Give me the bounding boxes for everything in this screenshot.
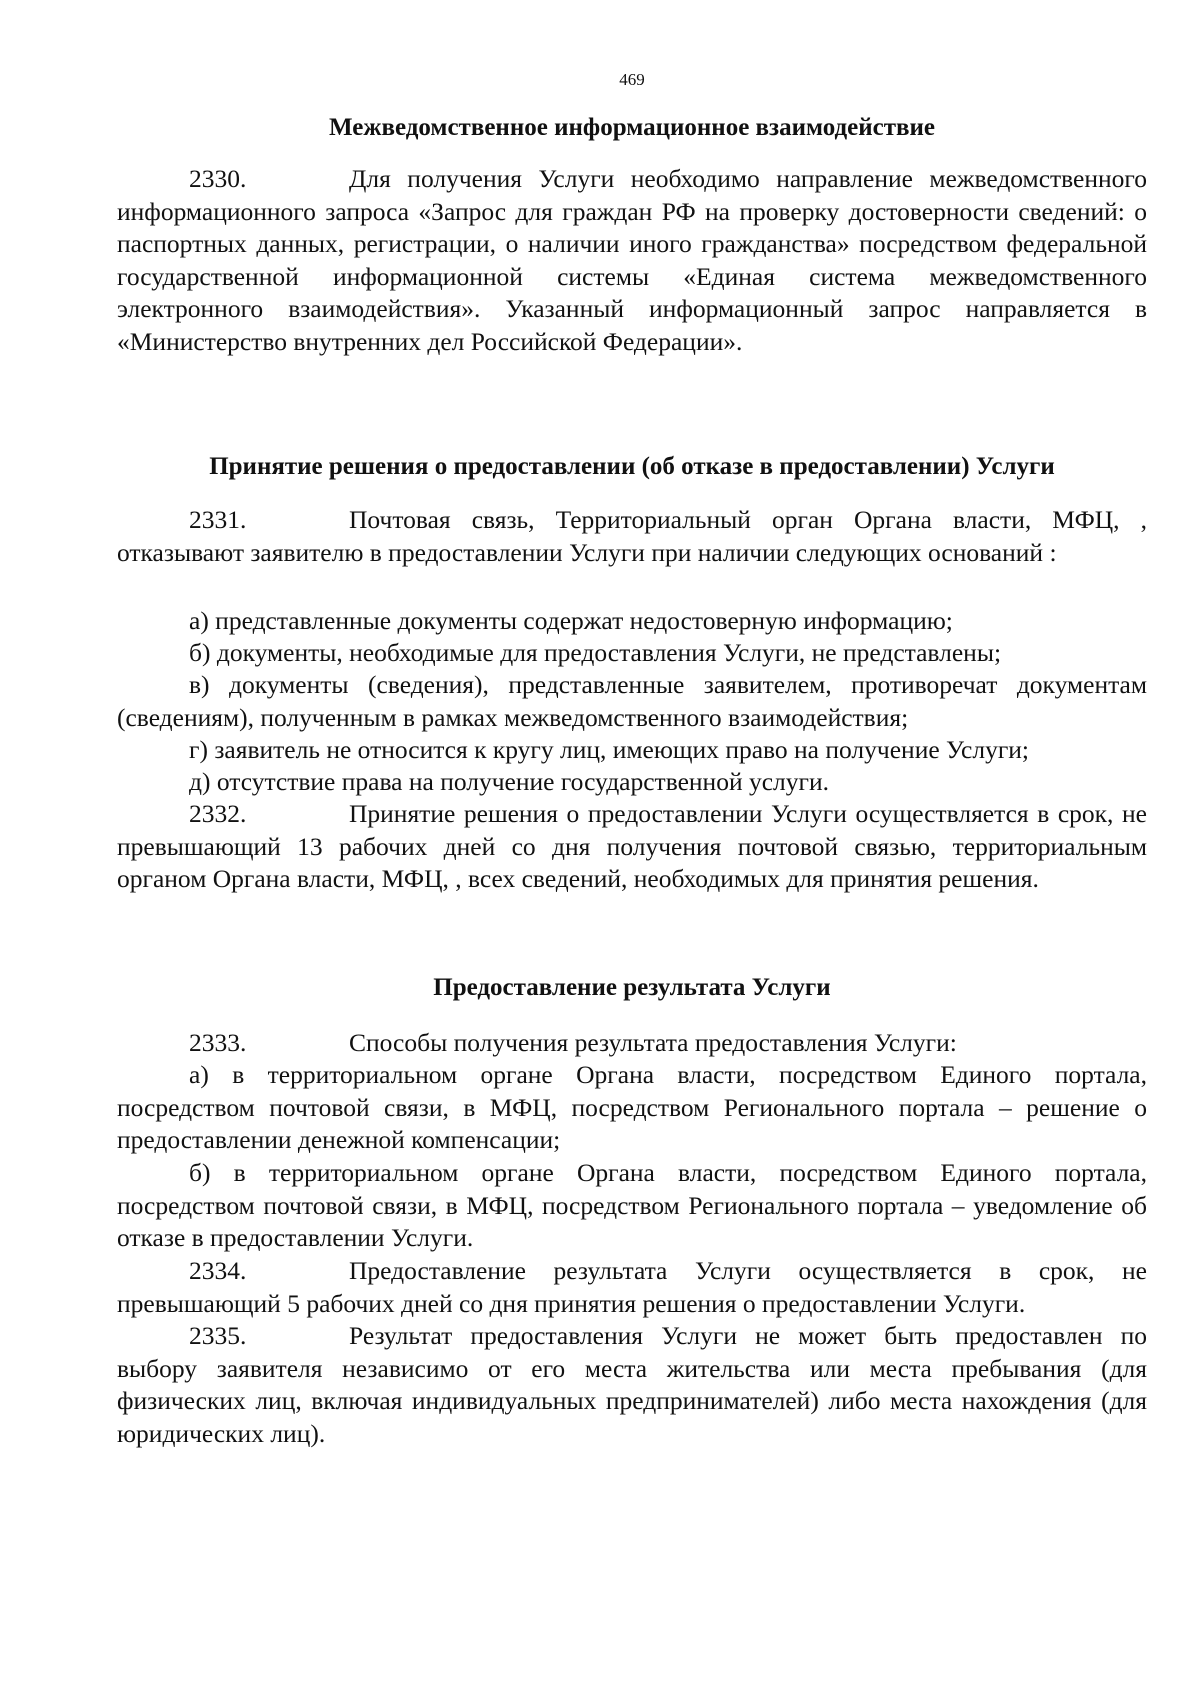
- paragraph-number: 2331.: [189, 505, 247, 534]
- paragraph-number: 2334.: [189, 1256, 247, 1285]
- list-item-a-result: а) в территориальном органе Органа власти, посредством Единого портала, посредством почтовой связи, в МФЦ, посредством Регионального портала – решение о предоставлении денежной компенсации;: [117, 1060, 1147, 1154]
- paragraph-2333: [117, 1027, 1147, 1060]
- paragraph-2334: [117, 1255, 1147, 1320]
- paragraph-number: 2333.: [189, 1028, 247, 1057]
- paragraph-2332: [117, 798, 1147, 896]
- list-item-b-result: б) в территориальном органе Органа власти, посредством Единого портала, посредством почтовой связи, в МФЦ, посредством Регионального портала – уведомление об отказе в предоставлении Услуги.: [117, 1158, 1147, 1252]
- paragraph-number: 2335.: [189, 1321, 247, 1350]
- paragraph-text: Предоставление результата Услуги осуществляется в срок, не превышающий 5 рабочих дней со дня принятия решения о предоставлении Услуги.: [117, 1256, 1147, 1318]
- paragraph-text: Способы получения результата предоставления Услуги:: [349, 1028, 957, 1057]
- paragraph-text: Результат предоставления Услуги не может быть предоставлен по выбору заявителя независимо от его места жительства или места пребывания (для физических лиц, включая индивидуальных предпринимателей) либо места нахождения (для юридических лиц).: [117, 1321, 1147, 1448]
- list-item-e: д) отсутствие права на получение государственной услуги.: [189, 767, 829, 796]
- page-number: 469: [619, 70, 645, 89]
- section-heading-decision: Принятие решения о предоставлении (об отказе в предоставлении) Услуги: [209, 453, 1055, 480]
- paragraph-text: Для получения Услуги необходимо направление межведомственного информационного запроса «Запрос для граждан РФ на проверку достоверности сведений: о паспортных данных, регистрации, о наличии иного гражданства» посредством федеральной государственной информационной системы «Единая система межведомственного электронного взаимодействия». Указанный информационный запрос направляется в «Министерство внутренних дел Российской Федерации».: [117, 164, 1147, 356]
- list-item-c: в) документы (сведения), представленные заявителем, противоречат документам (сведениям), полученным в рамках межведомственного взаимодействия;: [117, 670, 1147, 732]
- paragraph-text: Почтовая связь, Территориальный орган Органа власти, МФЦ, , отказывают заявителю в предоставлении Услуги при наличии следующих оснований :: [117, 505, 1147, 567]
- paragraph-number: 2330.: [189, 164, 247, 193]
- list-item-a: а) представленные документы содержат недостоверную информацию;: [189, 606, 953, 635]
- paragraph-2330: [117, 163, 1147, 358]
- list-item-b: б) документы, необходимые для предоставления Услуги, не представлены;: [189, 638, 1002, 667]
- paragraph-number: 2332.: [189, 799, 247, 828]
- paragraph-2331: [117, 504, 1147, 569]
- paragraph-text: Принятие решения о предоставлении Услуги осуществляется в срок, не превышающий 13 рабочих дней со дня получения почтовой связью, территориальным органом Органа власти, МФЦ, , всех сведений, необходимых для принятия решения.: [117, 799, 1147, 893]
- section-heading-interagency: Межведомственное информационное взаимодействие: [329, 114, 935, 141]
- list-item-d: г) заявитель не относится к кругу лиц, имеющих право на получение Услуги;: [189, 735, 1030, 764]
- paragraph-2335: [117, 1320, 1147, 1450]
- section-heading-result: Предоставление результата Услуги: [433, 974, 831, 1001]
